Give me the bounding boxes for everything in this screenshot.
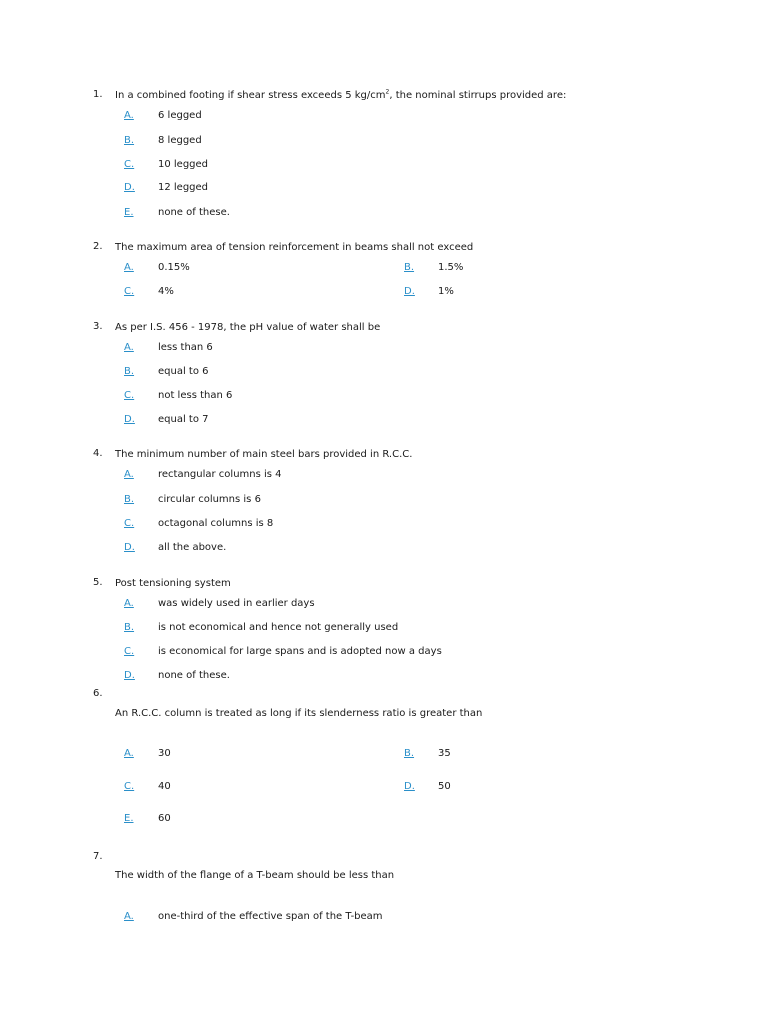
question-text: The minimum number of main steel bars provided in R.C.C. <box>115 449 413 460</box>
option-link[interactable]: B. <box>124 494 135 505</box>
question-number: 4. <box>93 448 103 459</box>
option-text: 8 legged <box>158 135 202 146</box>
option-text: 10 legged <box>158 159 209 170</box>
option-link[interactable]: C. <box>124 159 135 170</box>
option-text: octagonal columns is 8 <box>158 518 274 529</box>
option-link[interactable]: B. <box>124 135 135 146</box>
option-link[interactable]: B. <box>404 748 415 759</box>
option-text: 30 <box>158 748 171 759</box>
option-link[interactable]: A. <box>124 469 134 480</box>
option-link[interactable]: C. <box>124 518 135 529</box>
question-text: An R.C.C. column is treated as long if its slenderness ratio is greater than <box>115 708 483 719</box>
option-text: was widely used in earlier days <box>158 598 315 609</box>
option-link[interactable]: A. <box>124 911 134 922</box>
question-text: Post tensioning system <box>115 578 231 589</box>
option-text: 60 <box>158 813 171 824</box>
option-text: all the above. <box>158 542 227 553</box>
question-number: 3. <box>93 321 103 332</box>
option-link[interactable]: B. <box>404 262 415 273</box>
option-text: equal to 7 <box>158 414 209 425</box>
option-text: rectangular columns is 4 <box>158 469 282 480</box>
option-link[interactable]: A. <box>124 110 134 121</box>
option-text: none of these. <box>158 670 230 681</box>
option-text: 1% <box>438 286 454 297</box>
question-text: As per I.S. 456 - 1978, the pH value of water shall be <box>115 322 381 333</box>
option-text: 50 <box>438 781 451 792</box>
option-link[interactable]: D. <box>404 781 415 792</box>
option-text: not less than 6 <box>158 390 233 401</box>
question-number: 1. <box>93 89 103 100</box>
question-text: The maximum area of tension reinforcement in beams shall not exceed <box>115 242 474 253</box>
option-link[interactable]: B. <box>124 366 135 377</box>
option-link[interactable]: B. <box>124 622 135 633</box>
option-text: 12 legged <box>158 182 209 193</box>
question-text-part: , the nominal stirrups provided are: <box>389 90 567 101</box>
option-text: circular columns is 6 <box>158 494 261 505</box>
question-number: 2. <box>93 241 103 252</box>
option-text: equal to 6 <box>158 366 209 377</box>
option-link[interactable]: C. <box>124 781 135 792</box>
option-link[interactable]: A. <box>124 262 134 273</box>
option-text: 6 legged <box>158 110 202 121</box>
option-link[interactable]: D. <box>404 286 415 297</box>
option-link[interactable]: A. <box>124 748 134 759</box>
question-text <box>115 90 566 102</box>
option-text: is not economical and hence not generally used <box>158 622 399 633</box>
option-link[interactable]: A. <box>124 598 134 609</box>
question-text-part: In a combined footing if shear stress exceeds 5 kg/cm <box>115 90 386 101</box>
question-text: The width of the flange of a T-beam should be less than <box>115 870 395 881</box>
option-text: 35 <box>438 748 451 759</box>
option-link[interactable]: E. <box>124 207 134 218</box>
option-text: 1.5% <box>438 262 464 273</box>
question-number: 5. <box>93 577 103 588</box>
option-link[interactable]: D. <box>124 182 135 193</box>
option-text: none of these. <box>158 207 230 218</box>
question-number: 6. <box>93 688 103 699</box>
option-link[interactable]: C. <box>124 646 135 657</box>
superscript: 2 <box>385 88 390 96</box>
option-link[interactable]: D. <box>124 414 135 425</box>
option-link[interactable]: E. <box>124 813 134 824</box>
option-link[interactable]: D. <box>124 542 135 553</box>
option-text: 40 <box>158 781 171 792</box>
option-link[interactable]: C. <box>124 286 135 297</box>
option-text: 4% <box>158 286 174 297</box>
option-text: one-third of the effective span of the T-beam <box>158 911 383 922</box>
option-text: is economical for large spans and is adopted now a days <box>158 646 442 657</box>
question-number: 7. <box>93 851 103 862</box>
option-text: 0.15% <box>158 262 190 273</box>
option-link[interactable]: C. <box>124 390 135 401</box>
option-link[interactable]: D. <box>124 670 135 681</box>
option-text: less than 6 <box>158 342 213 353</box>
option-link[interactable]: A. <box>124 342 134 353</box>
